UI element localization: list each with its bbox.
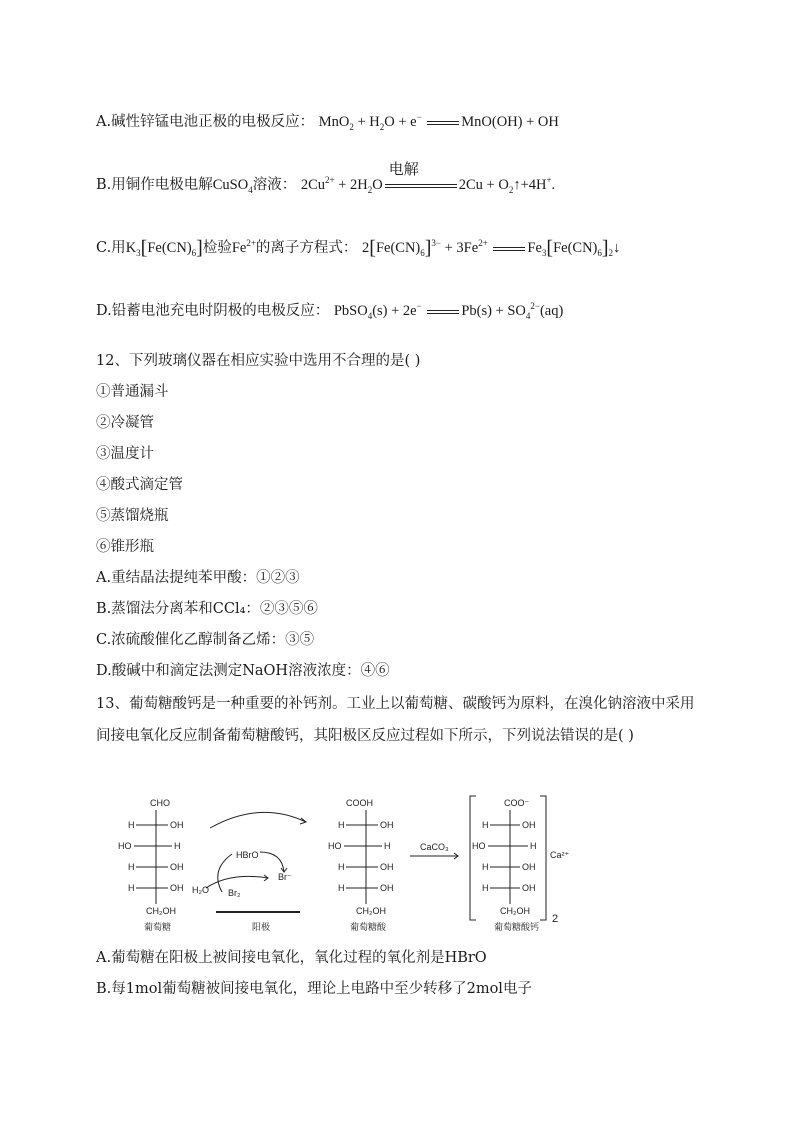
svg-text:H: H [128,883,135,893]
q12-item: ⑤蒸馏烧瓶 [96,508,169,524]
electrolysis-label: 电解 [388,159,419,178]
ch2oh-label: CH₂OH [356,906,386,916]
option-label: D.铅蓄电池充电时阴极的电极反应： [96,303,330,319]
q12-item: ①普通漏斗 [96,384,169,400]
svg-text:H: H [338,820,345,830]
svg-text:H: H [482,883,489,893]
reagent-label: CaCO₃ [420,842,449,852]
calcium-gluconate-label: 葡萄糖酸钙 [494,922,540,932]
q12-option-d: D.酸碱中和滴定法测定NaOH溶液浓度：④⑥ [96,663,390,679]
equation: $2Cu^{2+} + 2H_2O$ 电解 $2Cu + O_2↑+4H^+$. [300,159,556,195]
ch2oh-label: CH₂OH [500,906,530,916]
coo-label: COO⁻ [504,798,530,808]
option-11-d [96,301,563,321]
svg-text:HO: HO [118,841,132,851]
option-11-c: C.用$K_3[Fe(CN)_6]$检验$Fe^{2+}$的离子方程式： $2[Fe(CN)_6]^{3-} + 3Fe^{2+}$ $Fe_3[Fe(CN)_6]_2↓$ [96,237,621,259]
cooh-label: COOH [346,798,373,808]
svg-text:H: H [128,820,135,830]
svg-text:OH: OH [380,883,394,893]
q12-item: ④酸式滴定管 [96,477,183,493]
q12-option-b: B.蒸馏法分离苯和CCl₄：②③⑤⑥ [96,601,318,617]
equation: $2[Fe(CN)_6]^{3-} + 3Fe^{2+}$ $Fe_3[Fe(CN)_6]_2↓$ [362,237,621,259]
svg-text:HO: HO [472,841,486,851]
glucose-label: 葡萄糖 [144,922,172,932]
svg-text:H: H [482,820,489,830]
q13-option-a: A.葡萄糖在阳极上被间接电氧化，氧化过程的氧化剂是HBrO [96,950,487,966]
q12-item: ⑥锥形瓶 [96,539,154,555]
svg-text:OH: OH [380,820,394,830]
hbro-label: HBrO [236,850,259,860]
equation: PbSO$_4$(s) + 2e− $Pb(s) + SO_4^{2-}(aq)$ [333,301,564,321]
svg-text:H: H [338,883,345,893]
svg-text:HO: HO [328,841,342,851]
anode-label: 阳极 [252,922,271,932]
q12-option-a: A.重结晶法提纯苯甲酸：①②③ [96,570,300,586]
option-11-b: B.用铜作电极电解CuSO$_4$溶液： $2Cu^{2+} + 2H_2O$ 电解 $2Cu + O_2↑+4H^+$. [96,159,556,195]
q13-option-b: B.每1mol葡萄糖被间接电氧化，理论上电路中至少转移了2mol电子 [96,981,532,997]
q12-item: ③温度计 [96,446,154,462]
svg-text:H: H [530,841,537,851]
q12-item: ②冷凝管 [96,415,154,431]
question-12-stem: 12、下列玻璃仪器在相应实验中选用不合理的是( ) [96,353,421,369]
option-label: A.碱性锌锰电池正极的电极反应： [96,114,315,130]
svg-text:H: H [174,841,181,851]
svg-text:H: H [128,862,135,872]
br-minus-label: Br⁻ [278,872,292,882]
svg-text:H: H [384,841,391,851]
svg-text:OH: OH [170,883,184,893]
q12-option-c: C.浓硫酸催化乙醇制备乙烯：③⑤ [96,632,315,648]
svg-text:H: H [482,862,489,872]
question-13-stem: 13、葡萄糖酸钙是一种重要的补钙剂。工业上以葡萄糖、碳酸钙为原料，在溴化钠溶液中采用间接电氧化反应制备葡萄糖酸钙，其阳极区反应过程如下所示，下列说法错误的是( ) [96,696,695,744]
svg-text:OH: OH [522,883,536,893]
svg-text:OH: OH [380,862,394,872]
svg-text:OH: OH [170,862,184,872]
subscript-2: 2 [552,913,559,925]
h2o-label: H₂O [192,885,209,895]
option-label: B.用铜作电极电解 [96,177,213,193]
svg-text:H: H [338,862,345,872]
gluconic-label: 葡萄糖酸 [350,922,387,932]
br2-label: Br₂ [228,888,241,898]
svg-text:OH: OH [522,862,536,872]
calcium-ion-label: Ca²⁺ [550,850,570,860]
svg-text:OH: OH [522,820,536,830]
cho-label: CHO [150,798,170,808]
equation: $MnO_2 + H_2O + e^-$ MnO(OH) + OH [318,112,559,132]
ch2oh-label: CH₂OH [146,906,176,916]
option-11-a [96,112,559,132]
reaction-diagram [110,790,590,940]
svg-text:OH: OH [170,820,184,830]
